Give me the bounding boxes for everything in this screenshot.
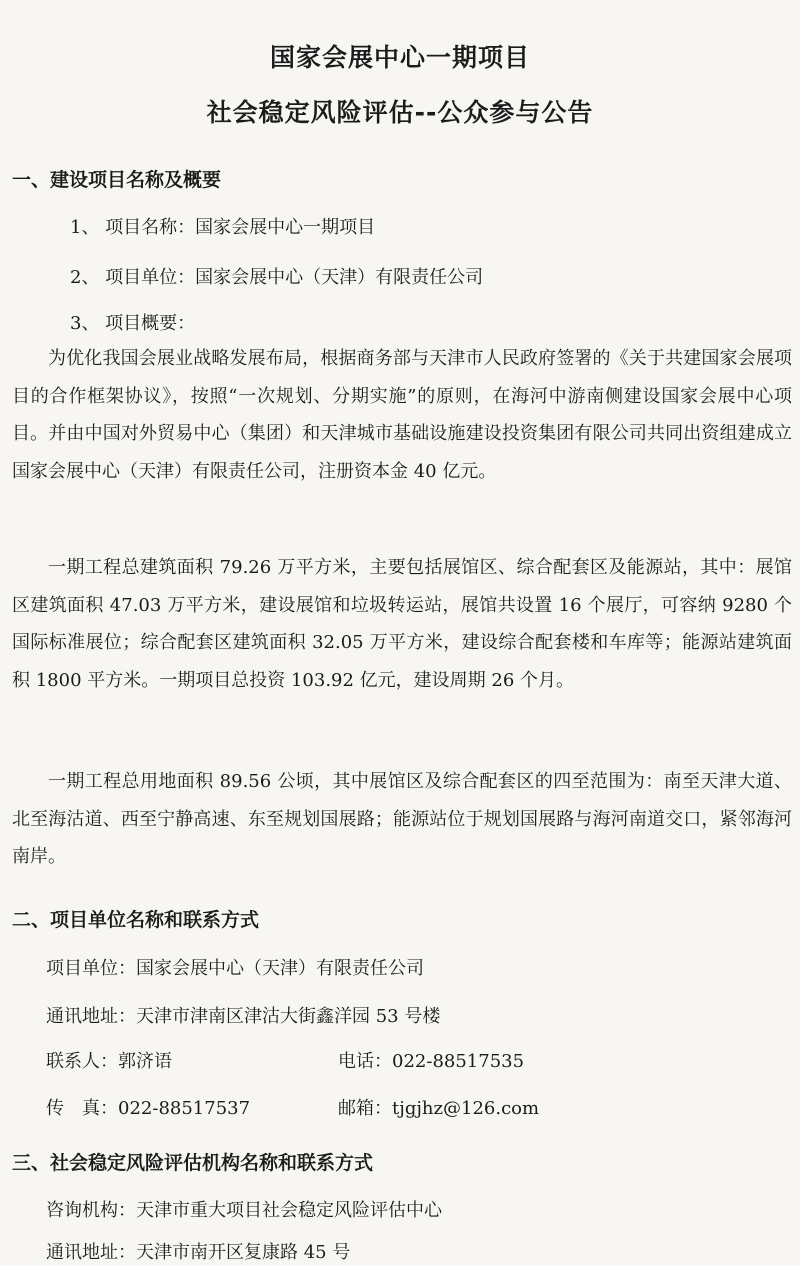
email-address: 邮箱：tjgjhz@126.com [338,1098,540,1119]
agency-address-line: 通讯地址：天津市南开区复康路 45 号 [46,1242,351,1263]
section1-heading: 一、建设项目名称及概要 [12,169,222,191]
project-name-item: 1、 项目名称：国家会展中心一期项目 [70,217,376,238]
phone-number: 电话：022-88517535 [338,1051,525,1072]
contact-person: 联系人：郭济语 [46,1051,172,1072]
page-title-line1: 国家会展中心一期项目 [269,43,530,72]
project-unit-item: 2、 项目单位：国家会展中心（天津）有限责任公司 [70,267,484,288]
section3-heading: 三、社会稳定风险评估机构名称和联系方式 [12,1152,374,1174]
unit-line: 项目单位：国家会展中心（天津）有限责任公司 [46,958,424,979]
overview-paragraph-3: 一期工程总用地面积 89.56 公顷，其中展馆区及综合配套区的四至范围为：南至天津大道、北至海沽道、西至宁静高速、东至规划国展路；能源站位于规划国展路与海河南道交口，紧邻海河南岸。 [12,771,792,867]
page-title-line2: 社会稳定风险评估--公众参与公告 [206,98,594,127]
address-line: 通讯地址：天津市津南区津沽大街鑫洋园 53 号楼 [46,1006,441,1027]
project-overview-item: 3、 项目概要： [70,313,196,334]
section2-heading: 二、项目单位名称和联系方式 [12,909,260,931]
overview-paragraph-1: 为优化我国会展业战略发展布局，根据商务部与天津市人民政府签署的《关于共建国家会展项目的合作框架协议》，按照“一次规划、分期实施”的原则，在海河中游南侧建设国家会展中心项目。并由中国对外贸易中心（集团）和天津城市基础设施建设投资集团有限公司共同出资组建成立国家会展中心（天津）有限责任公司，注册资本金 40 亿元。 [12,348,792,482]
agency-line: 咨询机构：天津市重大项目社会稳定风险评估中心 [46,1200,442,1221]
overview-paragraph-2: 一期工程总建筑面积 79.26 万平方米，主要包括展馆区、综合配套区及能源站，其中：展馆区建筑面积 47.03 万平方米，建设展馆和垃圾转运站，展馆共设置 16 个展厅，可容纳 9280 个国际标准展位；综合配套区建筑面积 32.05 万平方米，建设综合配套楼和车库等；能源站建筑面积 1800 平方米。一期项目总投资 103.92 亿元，建设周期 26 个月。 [12,557,792,691]
fax-number: 传 真：022-88517537 [46,1098,251,1119]
